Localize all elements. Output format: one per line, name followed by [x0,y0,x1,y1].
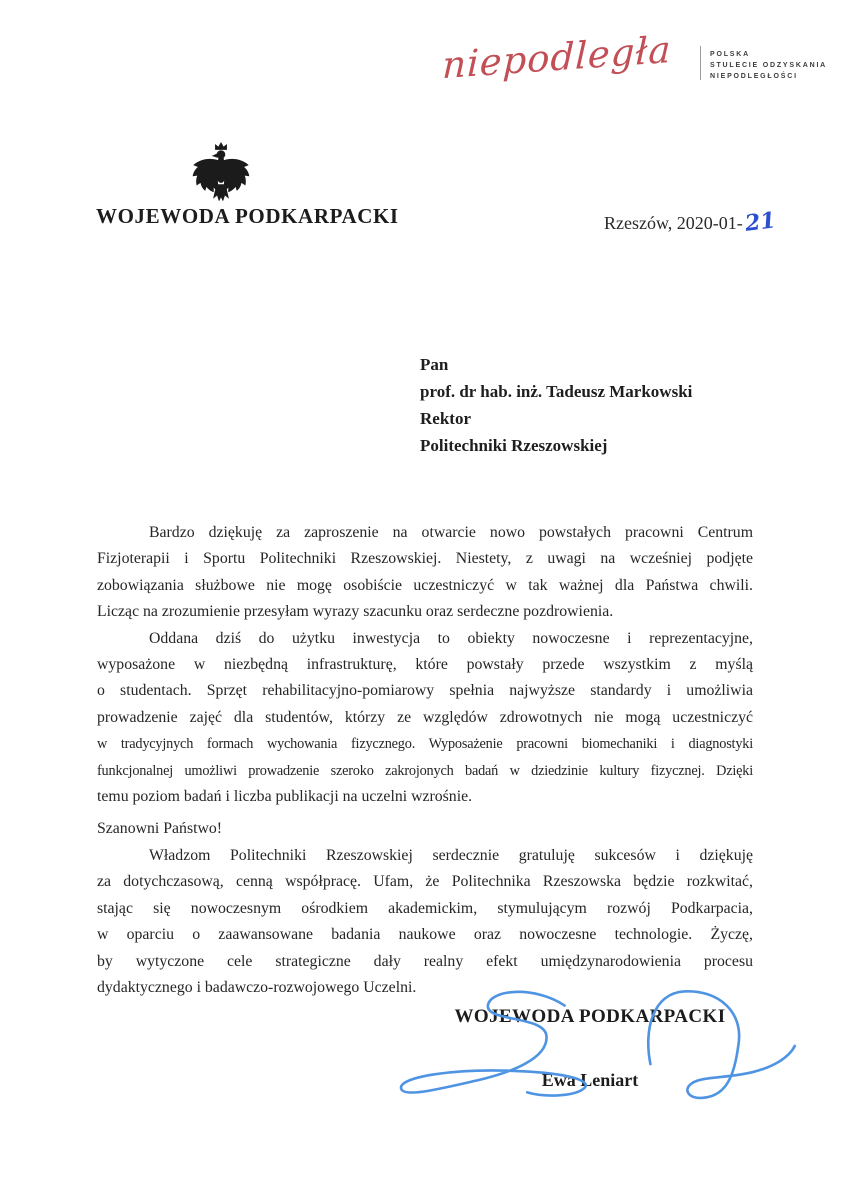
addressee-line: Pan [420,355,449,374]
logo-caption-line: NIEPODLEGŁOŚCI [710,73,798,80]
logo-caption-line: POLSKA [710,51,750,58]
body-line: stając się nowoczesnym ośrodkiem akademickim, stymulującym rozwój Podkarpacia, [97,899,753,917]
dateline [604,209,775,235]
body-line: by wytyczone cele strategiczne dały realny efekt umiędzynarodowienia procesu [97,952,753,970]
body-line: zobowiązania służbowe nie mogę osobiście uczestniczyć w tak ważnej dla Państwa chwili. [97,576,753,594]
addressee-line: Politechniki Rzeszowskiej [420,436,608,455]
body-line: Fizjoterapii i Sportu Politechniki Rzeszowskiej. Niestety, z uwagi na wcześniej podjęte [97,550,753,568]
body-line: dydaktycznego i badawczo-rozwojowego Uczelni. [97,978,417,996]
logo-divider [700,46,701,80]
body-line: Licząc na zrozumienie przesyłam wyrazy szacunku oraz serdeczne pozdrowienia. [97,603,614,621]
date-prefix: Rzeszów, 2020-01- [604,213,743,233]
body-line: Oddana dziś do użytku inwestycja to obiekty nowoczesne i reprezentacyjne, [149,629,753,647]
handwritten-day: 21 [743,207,777,237]
signature-title: WOJEWODA PODKARPACKI [454,1006,726,1027]
logo-caption-line: STULECIE ODZYSKANIA [710,62,828,69]
body-line: w tradycyjnych formach wychowania fizycznego. Wyposażenie pracowni biomechaniki i diagnostyki [97,736,753,753]
polish-eagle-icon [188,139,254,207]
addressee-block [420,351,692,459]
letter-body [97,520,753,1001]
body-line: Władzom Politechniki Rzeszowskiej serdecznie gratuluję sukcesów i dziękuję [149,846,753,864]
body-line: prowadzenie zajęć dla studentów, którzy ze względów zdrowotnych nie mogą uczestniczyć [97,708,753,726]
addressee-line: Rektor [420,409,471,428]
sender-title: WOJEWODA PODKARPACKI [96,204,399,228]
body-line: Bardzo dziękuję za zaproszenie na otwarcie nowo powstałych pracowni Centrum [149,524,753,541]
signature-block [390,1006,790,1091]
body-line: za dotychczasową, cenną współpracę. Ufam, że Politechnika Rzeszowska będzie rozkwitać, [97,873,753,891]
addressee-line: prof. dr hab. inż. Tadeusz Markowski [420,382,693,401]
body-line: wyposażone w niezbędną infrastrukturę, które powstały przede wszystkim z myślą [97,656,753,674]
body-line: temu poziom badań i liczba publikacji na uczelni wzrośnie. [97,788,473,806]
body-line: funkcjonalnej umożliwi prowadzenie szeroko zakrojonych badań w dziedzinie kultury fizycznej. Dzięki [97,762,753,779]
logo-caption [710,49,827,82]
body-line: w oparciu o zaawansowane badania naukowe oraz nowoczesne technologie. Życzę, [97,926,753,944]
salutation: Szanowni Państwo! [97,820,223,838]
signatory-name: Ewa Leniart [541,1070,639,1090]
body-line: o studentach. Sprzęt rehabilitacyjno-pomiarowy spełnia najwyższe standardy i umożliwia [97,682,753,700]
niepodlegla-script-logo: niepodległa [441,27,673,88]
